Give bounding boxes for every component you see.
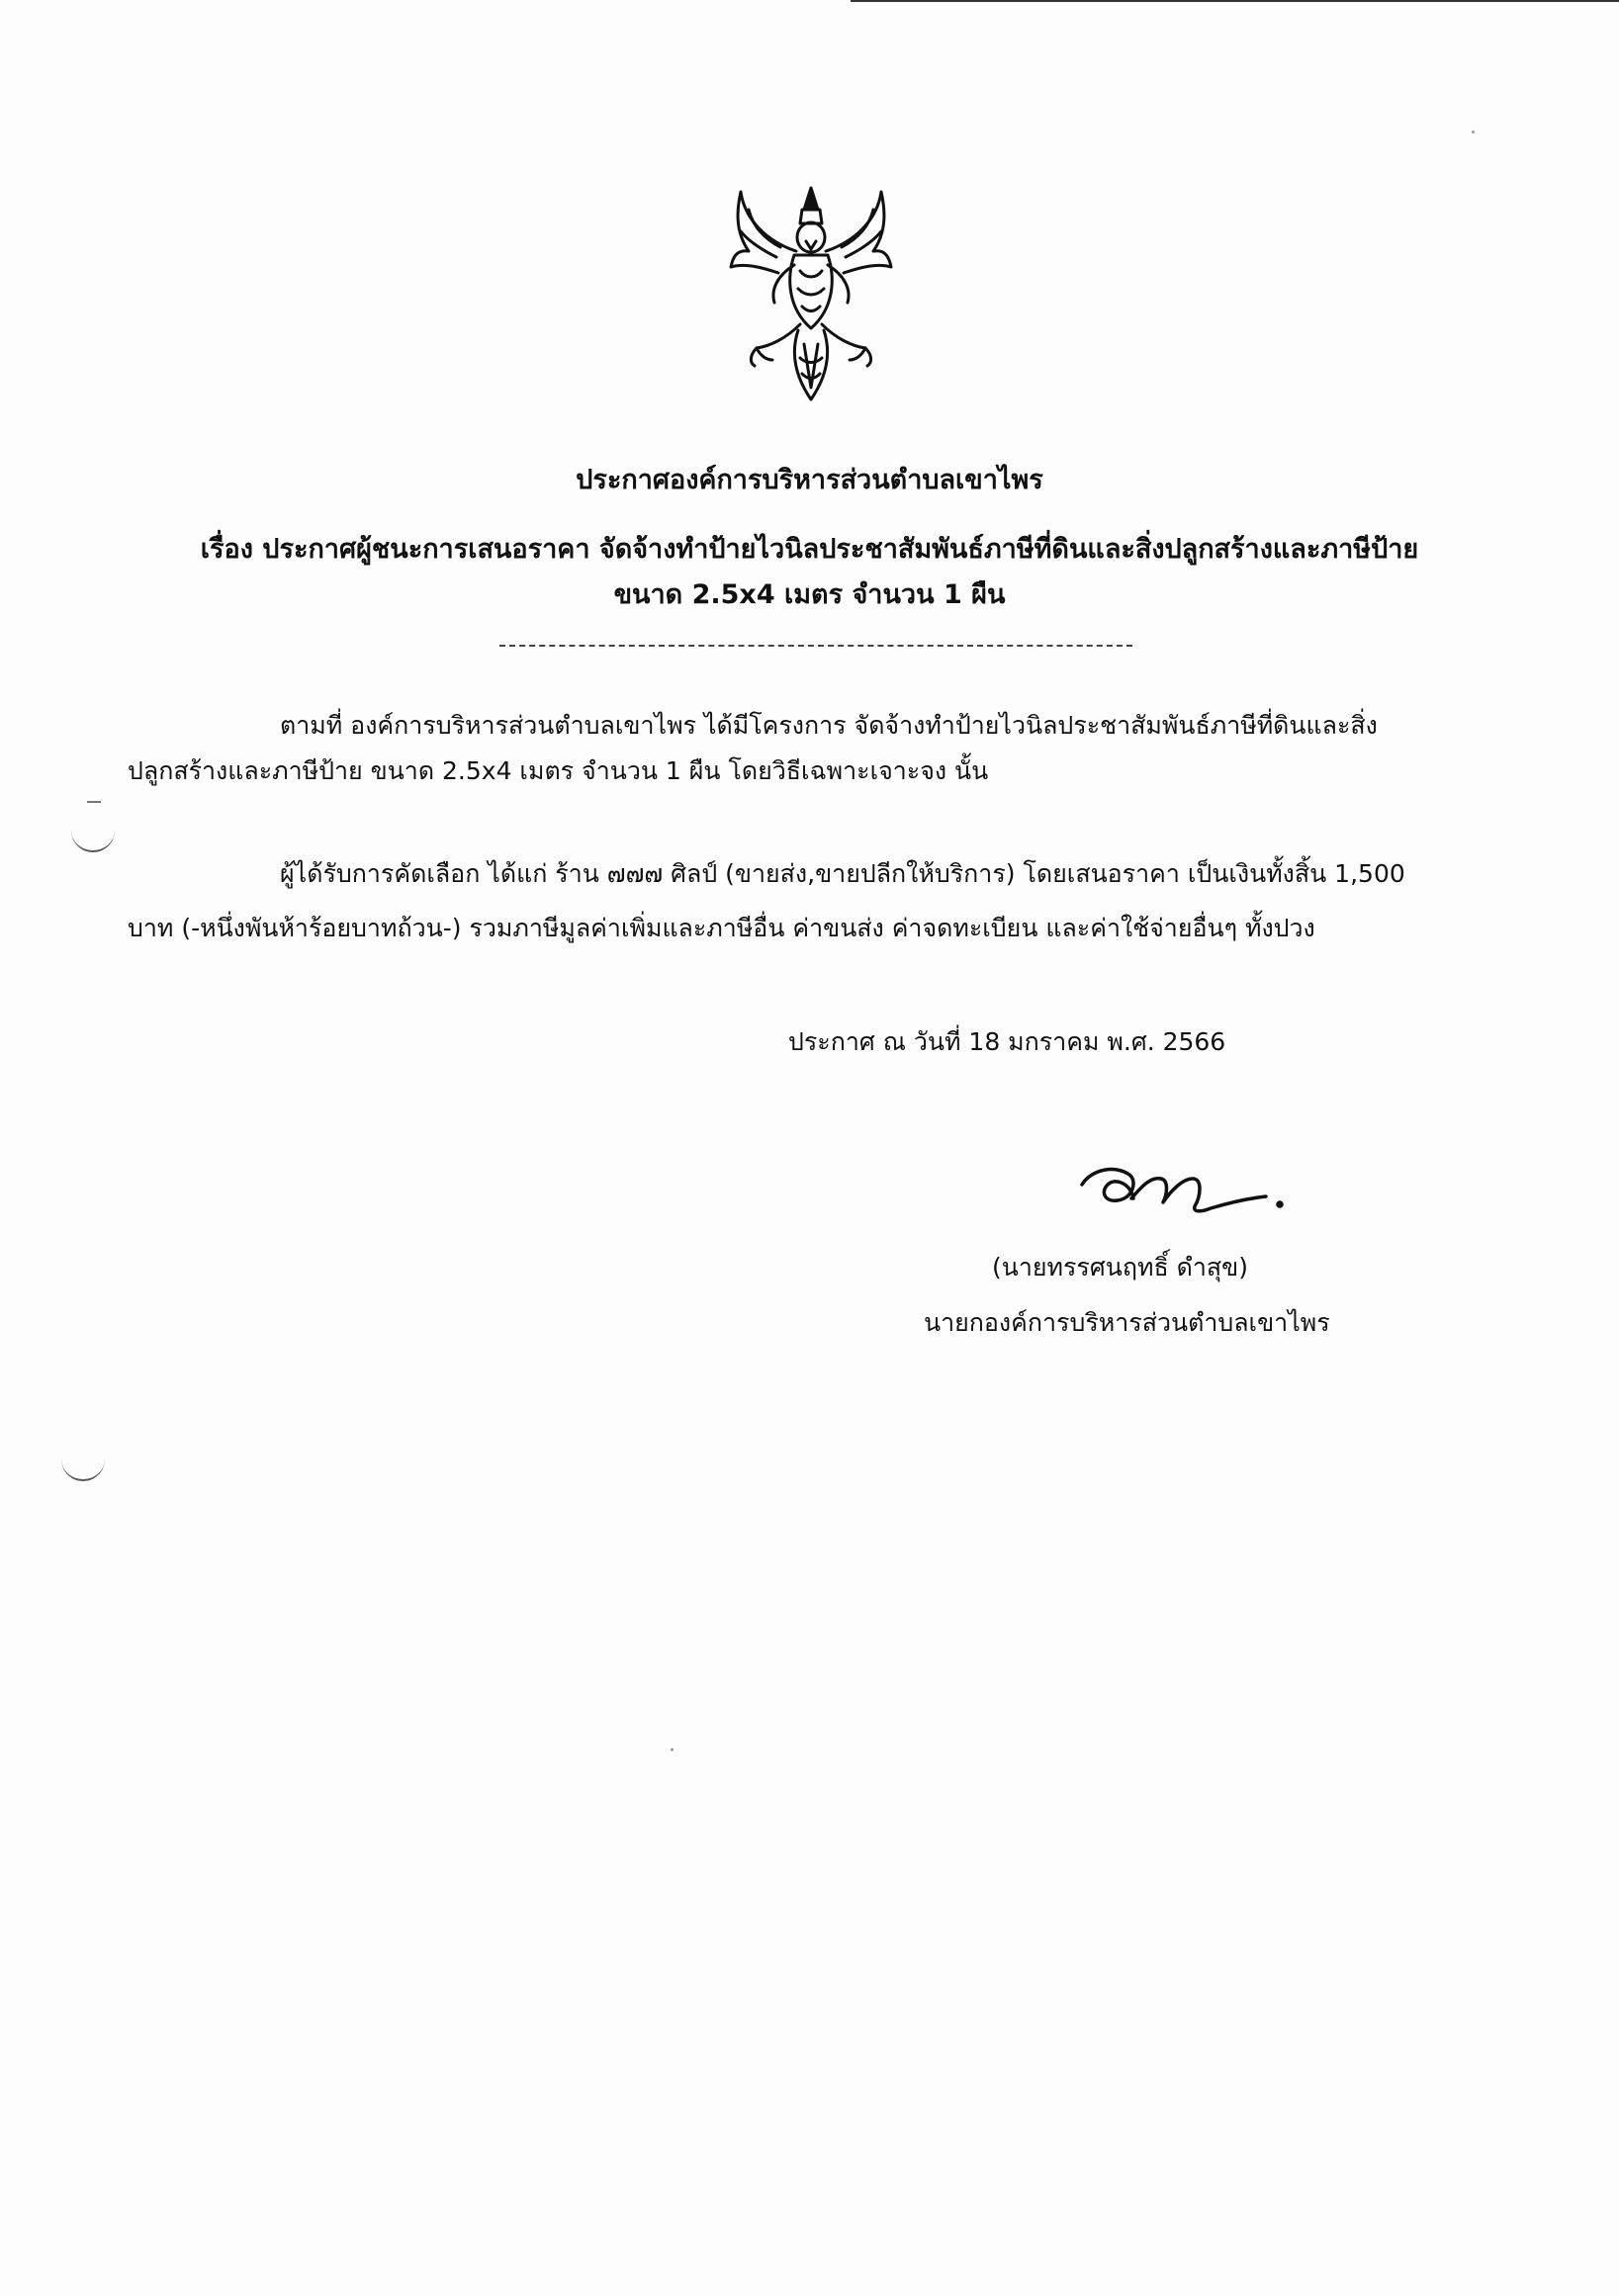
- top-edge-rule: [851, 0, 1619, 2]
- scan-speck: [671, 1748, 674, 1751]
- scan-mark: [87, 801, 101, 803]
- announcement-title: ประกาศองค์การบริหารส่วนตำบลเขาไพร: [576, 465, 1043, 495]
- announcement-size-line: ขนาด 2.5x4 เมตร จำนวน 1 ผืน: [613, 579, 1006, 610]
- body-paragraph-line: ตามที่ องค์การบริหารส่วนตำบลเขาไพร ได้มีโครงการ จัดจ้างทำป้ายไวนิลประชาสัมพันธ์ภาษีที่ดินและสิ่ง: [280, 711, 1378, 740]
- body-paragraph-line: ปลูกสร้างและภาษีป้าย ขนาด 2.5x4 เมตร จำนวน 1 ผืน โดยวิธีเฉพาะเจาะจง นั้น: [128, 756, 989, 785]
- handwritten-signature: [1072, 1155, 1290, 1224]
- garuda-emblem-icon: [727, 180, 895, 407]
- punch-hole-mark: [61, 1457, 105, 1481]
- signatory-title: นายกองค์การบริหารส่วนตำบลเขาไพร: [924, 1308, 1330, 1337]
- body-paragraph-line: บาท (-หนึ่งพันห้าร้อยบาทถ้วน-) รวมภาษีมูลค่าเพิ่มและภาษีอื่น ค่าขนส่ง ค่าจดทะเบียน และค่าใช้จ่ายอื่นๆ ทั้งปวง: [128, 914, 1315, 942]
- header-separator: [499, 645, 1132, 647]
- signatory-name: (นายทรรศนฤทธิ์ ดำสุข): [992, 1253, 1249, 1281]
- scan-speck: [1472, 131, 1475, 133]
- announcement-date: ประกาศ ณ วันที่ 18 มกราคม พ.ศ. 2566: [788, 1027, 1226, 1056]
- punch-hole-mark: [71, 829, 115, 852]
- announcement-subject: เรื่อง ประกาศผู้ชนะการเสนอราคา จัดจ้างทำป้ายไวนิลประชาสัมพันธ์ภาษีที่ดินและสิ่งปลูกสร้างและภาษีป้าย: [200, 534, 1419, 565]
- body-paragraph-line: ผู้ได้รับการคัดเลือก ได้แก่ ร้าน ๗๗๗ ศิลป์ (ขายส่ง,ขายปลีกให้บริการ) โดยเสนอราคา เป็นเงินทั้งสิ้น 1,500: [280, 859, 1405, 888]
